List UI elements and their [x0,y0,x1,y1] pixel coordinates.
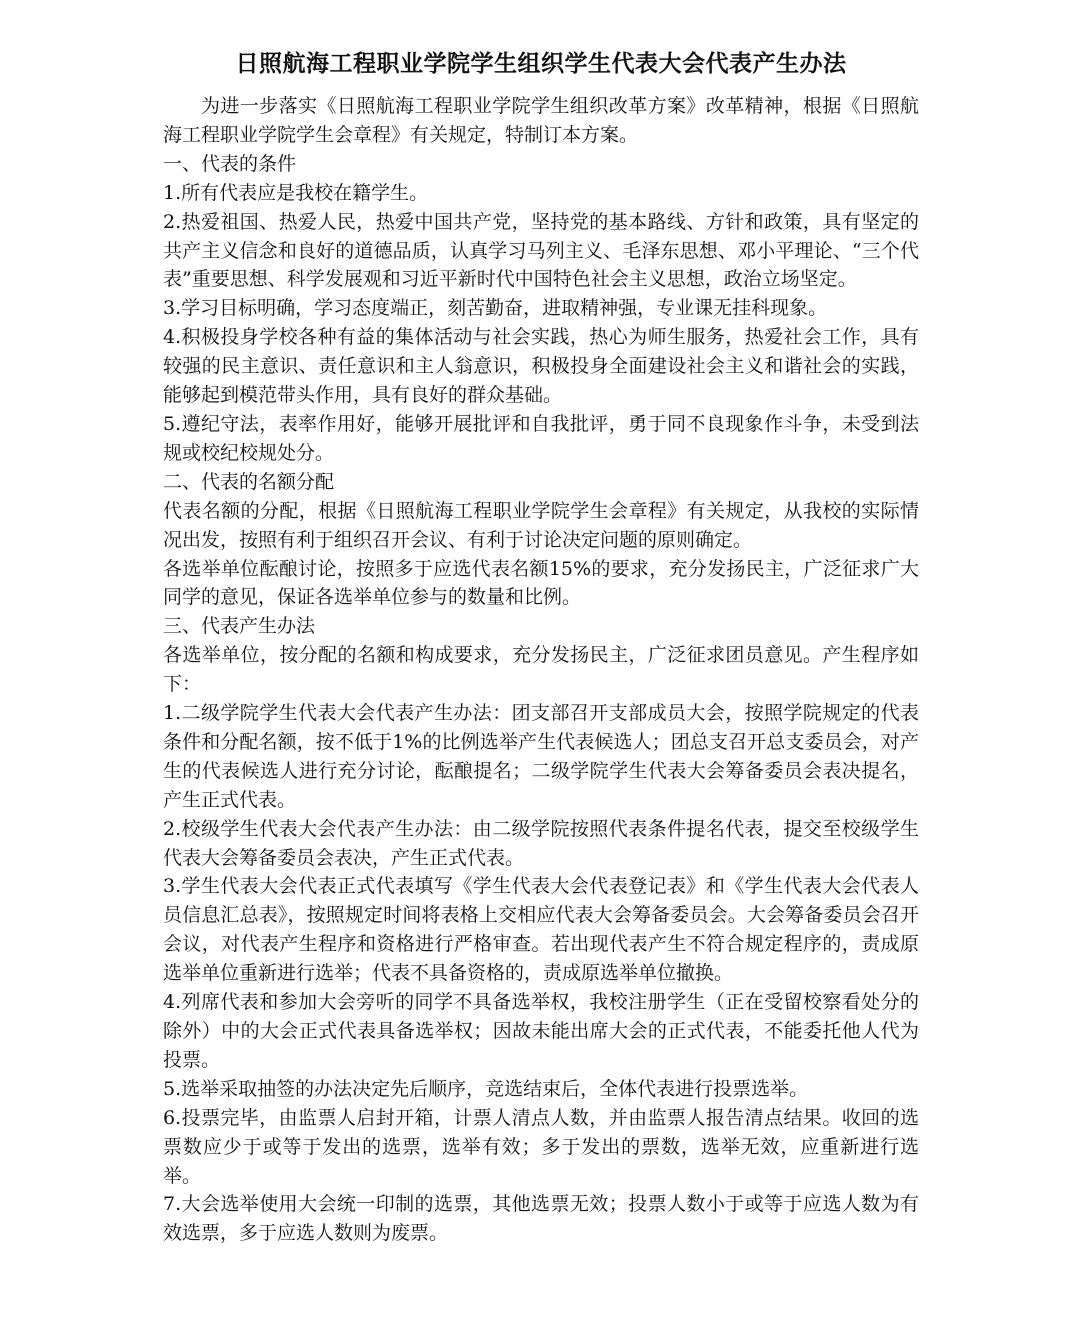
paragraph: 3.学习目标明确，学习态度端正，刻苦勤奋，进取精神强，专业课无挂科现象。 [163,297,828,320]
paragraph: 1.二级学院学生代表大会代表产生办法：团支部召开支部成员大会，按照学院规定的代表条件和分配名额，按不低于1%的比例选举产生代表候选人；团总支召开总支委员会，对产生的代表候选人进行充分讨论，酝酿提名；二级学院学生代表大会筹备委员会表决提名，产生正式代表。 [163,702,919,811]
paragraph: 4.列席代表和参加大会旁听的同学不具备选举权，我校注册学生（正在受留校察看处分的除外）中的大会正式代表具备选举权；因故未能出席大会的正式代表，不能委托他人代为投票。 [163,991,919,1071]
paragraph: 5.选举采取抽签的办法决定先后顺序，竞选结束后，全体代表进行投票选举。 [163,1077,809,1100]
document-page [163,44,919,1248]
section-heading: 一、代表的条件 [163,152,297,175]
paragraph: 代表名额的分配，根据《日照航海工程职业学院学生会章程》有关规定，从我校的实际情况出发，按照有利于组织召开会议、有利于讨论决定问题的原则确定。 [163,499,919,551]
intro-paragraph: 为进一步落实《日照航海工程职业学院学生组织改革方案》改革精神，根据《日照航海工程职业学院学生会章程》有关规定，特制订本方案。 [163,95,919,146]
document-title: 日照航海工程职业学院学生组织学生代表大会代表产生办法 [235,51,847,77]
paragraph: 3.学生代表大会代表正式代表填写《学生代表大会代表登记表》和《学生代表大会代表人员信息汇总表》，按照规定时间将表格上交相应代表大会筹备委员会。大会筹备委员会召开会议，对代表产生程序和资格进行严格审查。若出现代表产生不符合规定程序的，责成原选举单位重新进行选举；代表不具备资格的，责成原选举单位撤换。 [163,875,919,985]
section-election-method [163,612,919,1248]
paragraph: 2.校级学生代表大会代表产生办法：由二级学院按照代表条件提名代表，提交至校级学生代表大会筹备委员会表决，产生正式代表。 [163,817,919,869]
paragraph: 6.投票完毕，由监票人启封开箱，计票人清点人数，并由监票人报告清点结果。收回的选票数应少于或等于发出的选票，选举有效；多于发出的票数，选举无效，应重新进行选举。 [163,1106,919,1187]
paragraph: 7.大会选举使用大会统一印制的选票，其他选票无效；投票人数小于或等于应选人数为有效选票，多于应选人数则为废票。 [163,1193,919,1245]
paragraph: 各选举单位酝酿讨论，按照多于应选代表名额15%的要求，充分发扬民主，广泛征求广大同学的意见，保证各选举单位参与的数量和比例。 [163,557,919,609]
paragraph: 2.热爱祖国、热爱人民，热爱中国共产党，坚持党的基本路线、方针和政策，具有坚定的共产主义信念和良好的道德品质，认真学习马列主义、毛泽东思想、邓小平理论、“三个代表”重要思想、科学发展观和习近平新时代中国特色社会主义思想，政治立场坚定。 [163,210,919,291]
paragraph: 1.所有代表应是我校在籍学生。 [163,181,429,204]
section-quota-allocation [163,468,919,613]
paragraph: 各选举单位，按分配的名额和构成要求，充分发扬民主，广泛征求团员意见。产生程序如下： [163,644,919,696]
section-heading: 三、代表产生办法 [163,615,316,638]
section-conditions [163,150,919,468]
paragraph: 5.遵纪守法，表率作用好，能够开展批评和自我批评，勇于同不良现象作斗争，未受到法规或校纪校规处分。 [163,412,919,464]
section-heading: 二、代表的名额分配 [163,470,335,493]
paragraph: 4.积极投身学校各种有益的集体活动与社会实践，热心为师生服务，热爱社会工作，具有较强的民主意识、责任意识和主人翁意识，积极投身全面建设社会主义和谐社会的实践，能够起到模范带头作用，具有良好的群众基础。 [163,326,919,407]
